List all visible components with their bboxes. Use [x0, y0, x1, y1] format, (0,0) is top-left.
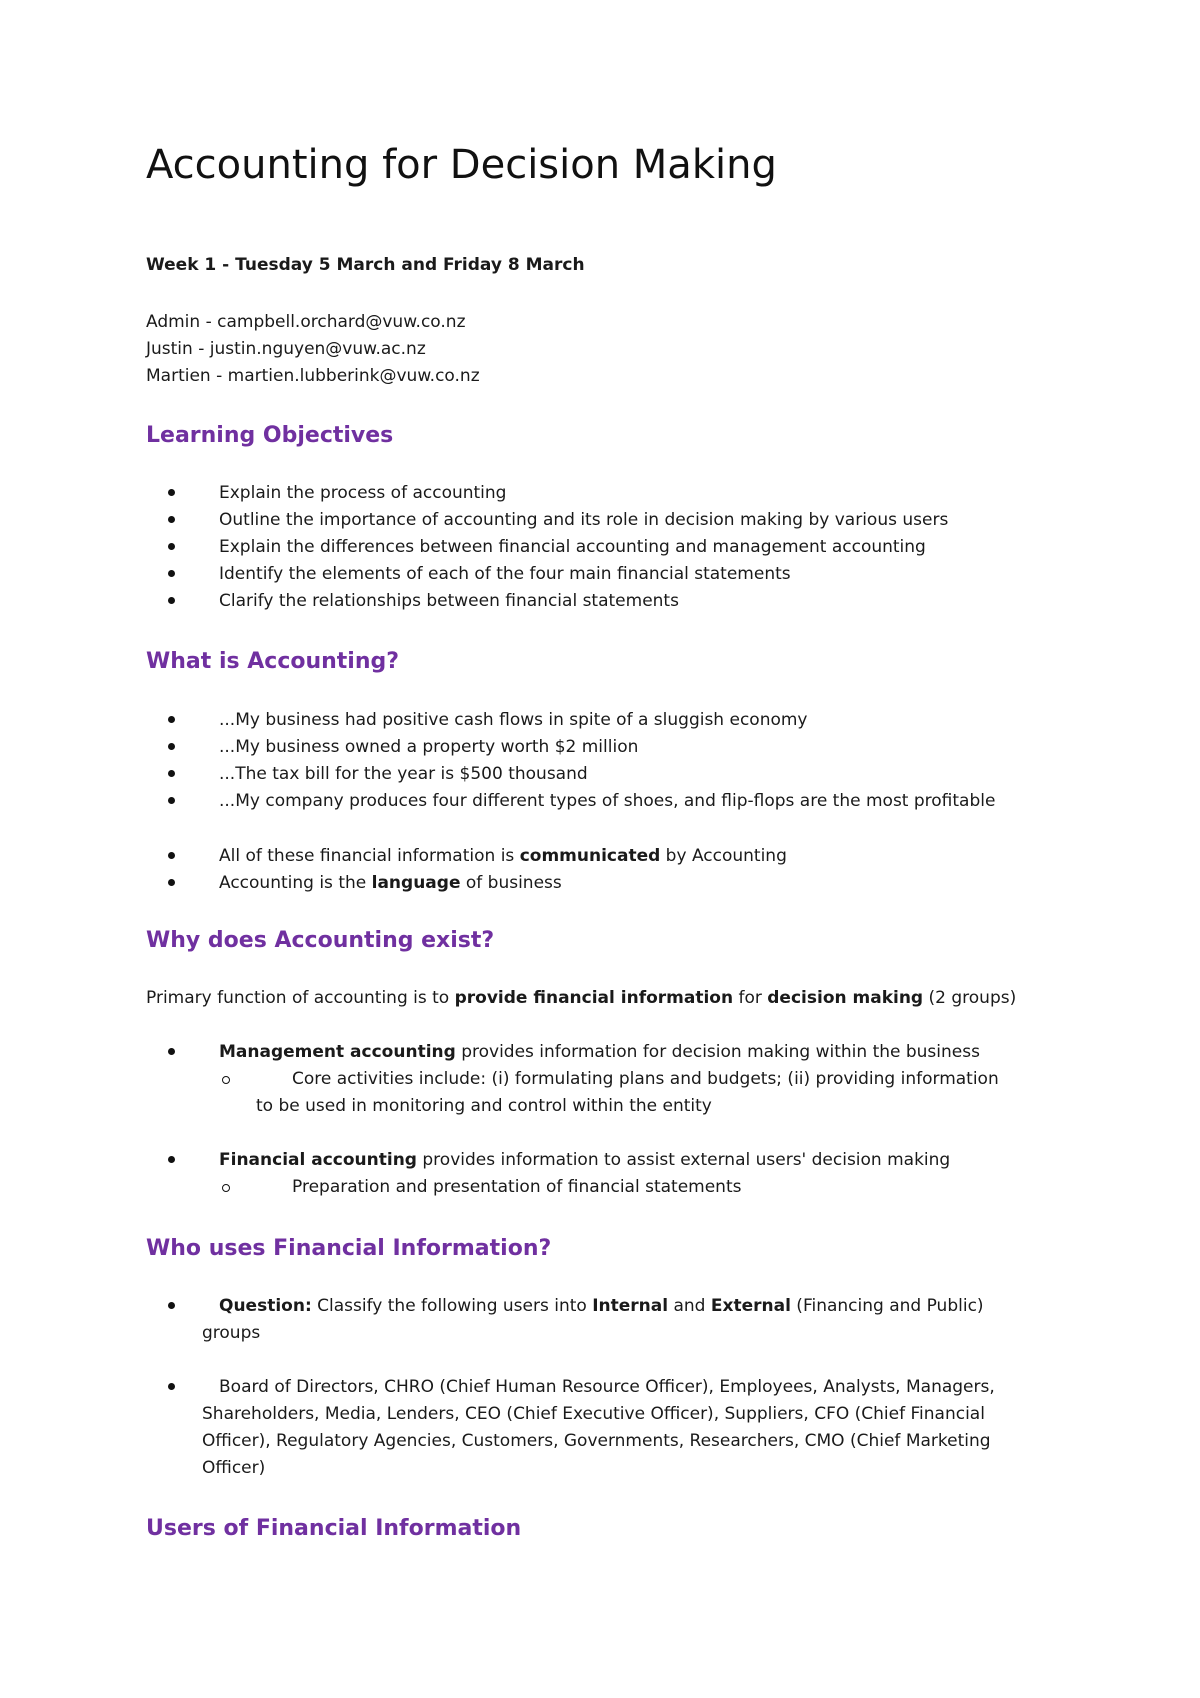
question-item: Question: Classify the following users into Internal and External (Financing and Public) groups — [146, 1293, 992, 1347]
list-item: ...My business owned a property worth $2 million — [146, 734, 995, 761]
bullet-icon — [168, 1048, 175, 1055]
contact-justin: Justin - justin.nguyen@vuw.ac.nz — [146, 339, 426, 359]
heading-who-uses-financial-information: Who uses Financial Information? — [146, 1236, 552, 1261]
heading-why-accounting-exists: Why does Accounting exist? — [146, 928, 495, 953]
list-item: Explain the differences between financial accounting and management accounting — [146, 534, 948, 561]
learning-objectives-list — [146, 480, 948, 615]
circle-bullet-icon — [222, 1076, 230, 1084]
heading-what-is-accounting: What is Accounting? — [146, 649, 400, 674]
bullet-icon — [168, 1302, 175, 1309]
document-title: Accounting for Decision Making — [146, 142, 777, 188]
list-item: Accounting is the language of business — [146, 870, 787, 897]
heading-users-of-financial-information: Users of Financial Information — [146, 1516, 522, 1541]
primary-function-text: Primary function of accounting is to provide financial information for decision making (2 groups) — [146, 988, 1017, 1008]
management-accounting-subitem: Core activities include: (i) formulating plans and budgets; (ii) providing information to be used in monitoring and control within the entity — [146, 1066, 999, 1120]
list-item: Explain the process of accounting — [146, 480, 948, 507]
bullet-icon — [168, 1383, 175, 1390]
list-item: Identify the elements of each of the four main financial statements — [146, 561, 948, 588]
contact-martien: Martien - martien.lubberink@vuw.co.nz — [146, 366, 480, 386]
list-item: ...My company produces four different types of shoes, and flip-flops are the most profitable — [146, 788, 995, 815]
week-line: Week 1 - Tuesday 5 March and Friday 8 March — [146, 255, 585, 275]
heading-learning-objectives: Learning Objectives — [146, 423, 394, 448]
bullet-icon — [168, 1156, 175, 1163]
list-item: ...The tax bill for the year is $500 thousand — [146, 761, 995, 788]
list-item: Outline the importance of accounting and its role in decision making by various users — [146, 507, 948, 534]
list-item: ...My business had positive cash flows in spite of a sluggish economy — [146, 707, 995, 734]
list-item: Clarify the relationships between financial statements — [146, 588, 948, 615]
what-summary-list — [146, 843, 787, 897]
circle-bullet-icon — [222, 1184, 230, 1192]
contacts-block — [146, 309, 480, 390]
financial-accounting-item: Financial accounting provides information to assist external users' decision making — [146, 1147, 950, 1174]
users-list-item: Board of Directors, CHRO (Chief Human Resource Officer), Employees, Analysts, Managers, Shareholders, Media, Lenders, CEO (Chief Executive Officer), Suppliers, CFO (Chief Financial Officer), Regulatory Agencies, Customers, Governments, Researchers, CMO (Chief Marketing Officer) — [146, 1374, 992, 1482]
financial-accounting-subitem: Preparation and presentation of financial statements — [146, 1174, 741, 1201]
list-item: All of these financial information is communicated by Accounting — [146, 843, 787, 870]
contact-admin: Admin - campbell.orchard@vuw.co.nz — [146, 312, 466, 332]
what-examples-list — [146, 707, 995, 815]
management-accounting-item: Management accounting provides information for decision making within the business — [146, 1039, 980, 1066]
